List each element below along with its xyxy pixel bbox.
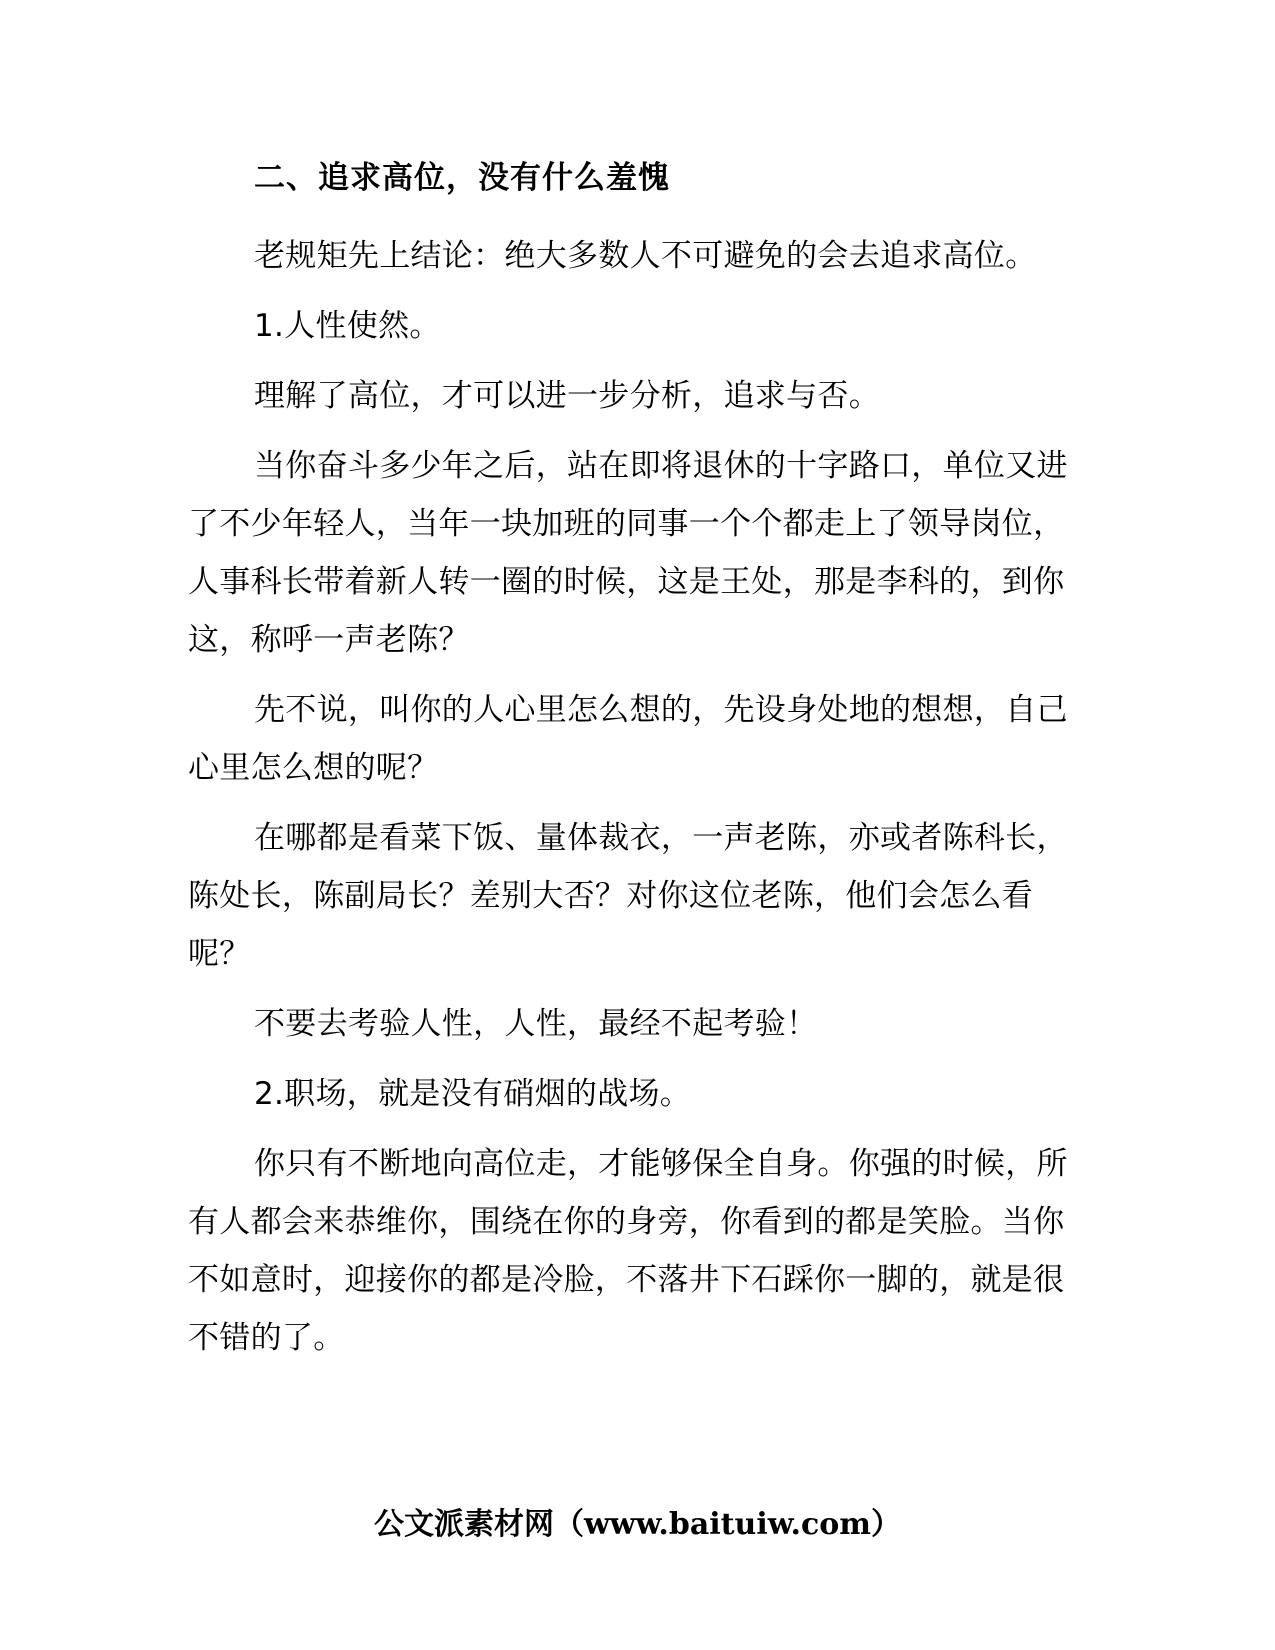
paragraph-self-reflection: 先不说，叫你的人心里怎么想的，先设身处地的想想，自己心里怎么想的呢？ bbox=[188, 692, 1068, 786]
paragraph-human-nature: 不要去考验人性，人性，最经不起考验！ bbox=[254, 1006, 818, 1042]
paragraph-retirement-scenario: 当你奋斗多少年之后，站在即将退休的十字路口，单位又进了不少年轻人，当年一块加班的同事一个个都走上了领导岗位，人事科长带着新人转一圈的时候，这是王处，那是李科的，到你这，称呼一声老陈？ bbox=[188, 448, 1068, 658]
paragraph-titles: 在哪都是看菜下饭、量体裁衣，一声老陈，亦或者陈科长，陈处长，陈副局长？差别大否？对你这位老陈，他们会怎么看呢？ bbox=[188, 820, 1068, 972]
paragraph-point-2: 2.职场，就是没有硝烟的战场。 bbox=[254, 1076, 692, 1112]
paragraph-point-1: 1.人性使然。 bbox=[254, 308, 441, 344]
paragraph-workplace: 你只有不断地向高位走，才能够保全自身。你强的时候，所有人都会来恭维你，围绕在你的身旁，你看到的都是笑脸。当你不如意时，迎接你的都是冷脸，不落井下石踩你一脚的，就是很不错的了。 bbox=[188, 1146, 1068, 1356]
section-heading: 二、追求高位，没有什么羞愧 bbox=[254, 160, 670, 196]
document-body bbox=[188, 158, 1088, 1379]
source-footer: 公文派素材网（www.baituiw.com） bbox=[373, 1507, 902, 1542]
paragraph-conclusion: 老规矩先上结论：绝大多数人不可避免的会去追求高位。 bbox=[254, 238, 1037, 274]
paragraph-understanding: 理解了高位，才可以进一步分析，追求与否。 bbox=[254, 378, 880, 414]
